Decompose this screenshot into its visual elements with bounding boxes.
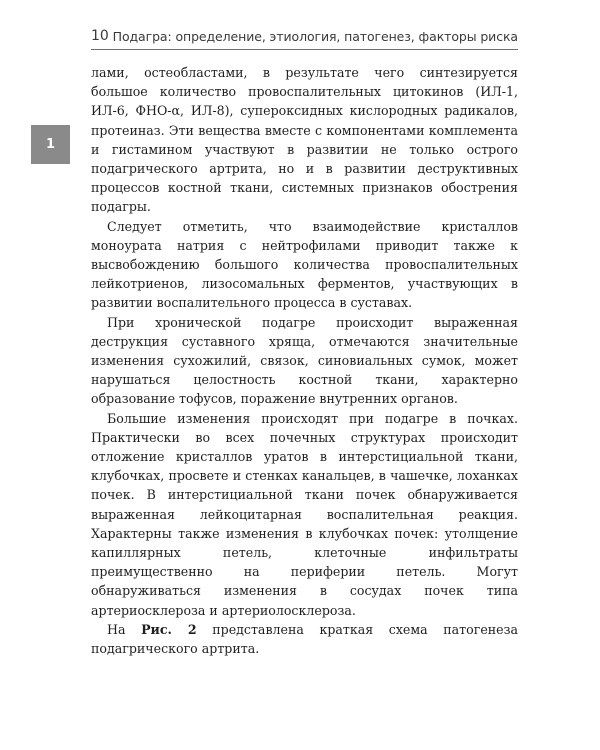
figure-reference-link[interactable]: Рис. 2 <box>141 621 197 637</box>
figure-ref-prefix: На <box>107 621 142 637</box>
paragraph-neutrophils: Следует отметить, что взаимодействие кристаллов моноурата натрия с нейтрофилами приводит также к высвобождению большого количества провоспалительных лейкотриенов, лизосомальных ферментов, участвующих в развитии воспалительного процесса в суставах. <box>91 218 518 311</box>
body-text <box>91 63 518 658</box>
figure-ref-suffix: представлена краткая схема патогенеза подагрического артрита. <box>91 621 518 657</box>
page-number: 10 <box>91 28 109 44</box>
paragraph-continuation: лами, остеобластами, в результате чего синтезируется большое количество провоспалительных цитокинов (ИЛ-1, ИЛ-6, ФНО-α, ИЛ-8), супероксидных кислородных радикалов, протеиназ. Эти вещества вместе с компонентами комплемента и гистамином участвуют в развитии не только острого подагрического артрита, но и в развитии деструктивных процессов костной ткани, системных признаков обострения подагры. <box>91 65 518 215</box>
chapter-number: 1 <box>45 137 56 152</box>
running-title: Подагра: определение, этиология, патогенез, факторы риска <box>112 29 518 44</box>
paragraph-figure-reference <box>91 620 518 658</box>
header-divider <box>91 49 518 50</box>
paragraph-chronic-gout: При хронической подагре происходит выраженная деструкция суставного хряща, отмечаются значительные изменения сухожилий, связок, синовиальных сумок, может нарушаться целостность костной ткани, характерно образование тофусов, поражение внутренних органов. <box>91 314 518 407</box>
page-header <box>91 24 518 48</box>
chapter-tab <box>31 125 70 164</box>
paragraph-kidneys: Большие изменения происходят при подагре в почках. Практически во всех почечных структурах происходит отложение кристаллов уратов в интерстициальной ткани, клубочках, просвете и стенках канальцев, в чашечке, лоханках почек. В интерстициальной ткани почек обнаруживается выраженная лейкоцитарная воспалительная реакция. Характерны также изменения в клубочках почек: утолщение капиллярных петель, клеточные инфильтраты преимущественно на периферии петель. Могут обнаруживаться изменения в сосудах почек типа артериосклероза и артериолосклероза. <box>91 410 518 618</box>
